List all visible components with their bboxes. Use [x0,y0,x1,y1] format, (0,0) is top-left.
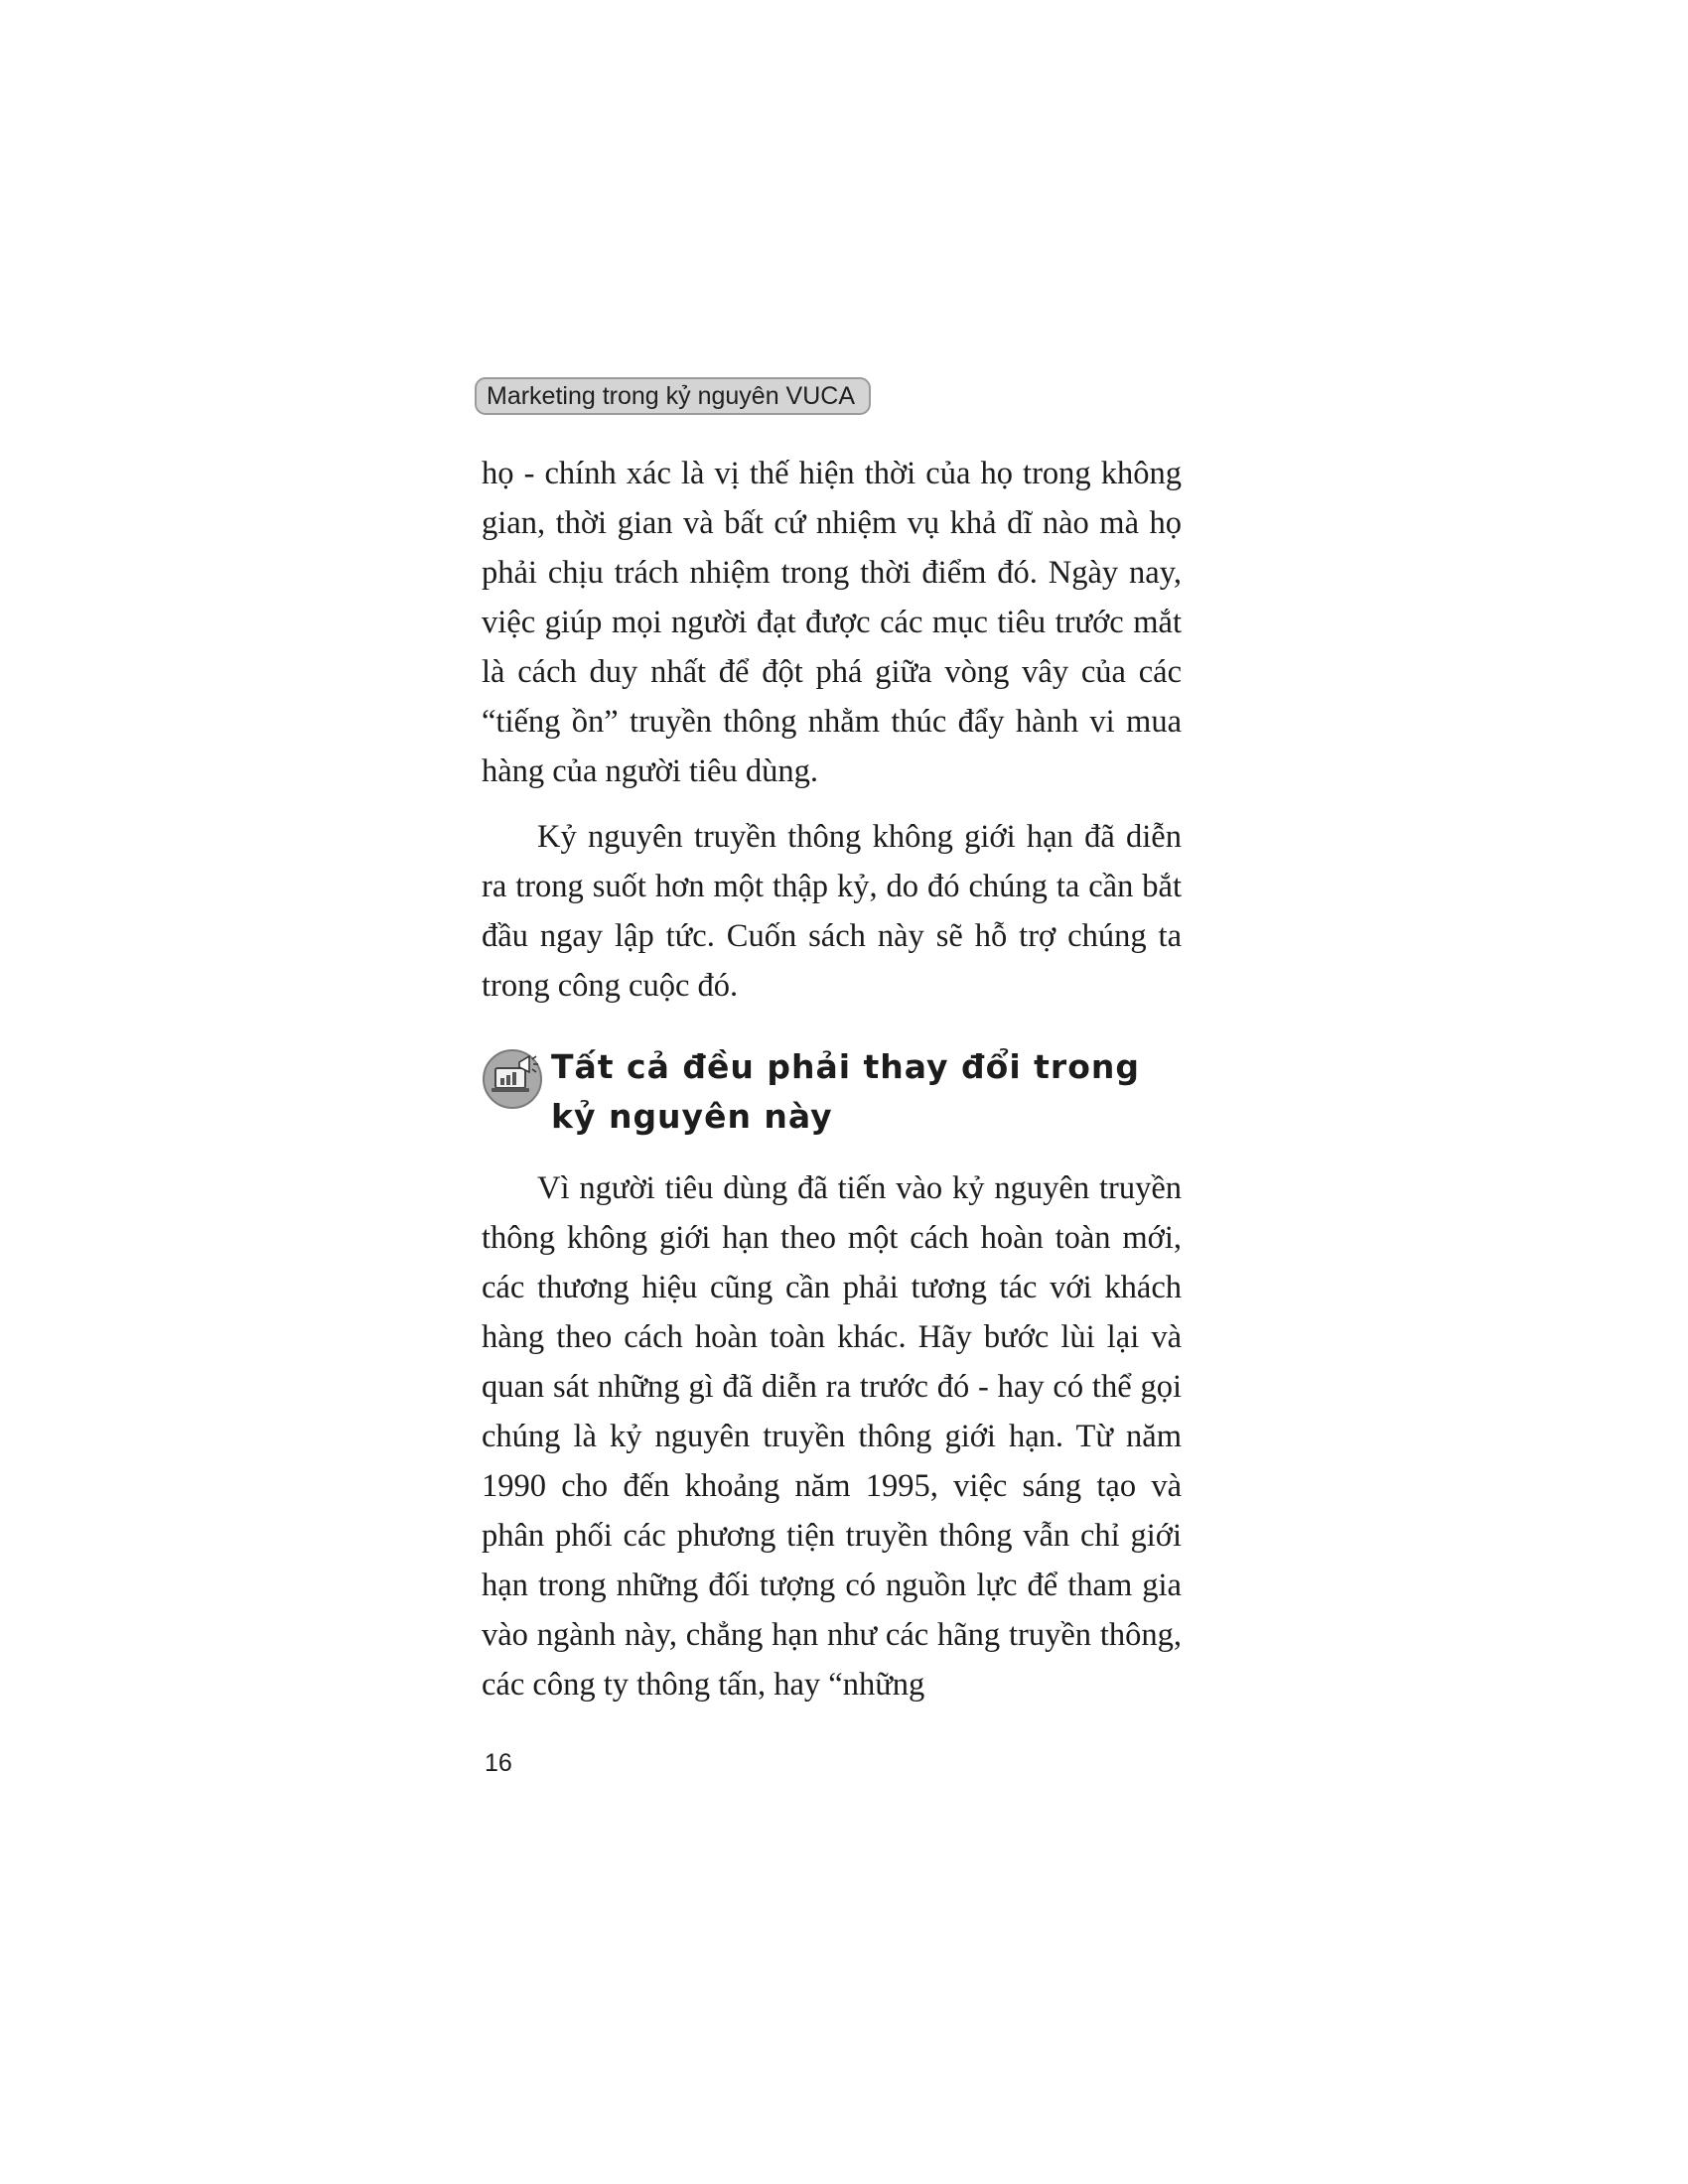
body-paragraph-3-block [482,1163,1182,1709]
body-paragraph: Vì người tiêu dùng đã tiến vào kỷ nguyên truyền thông không giới hạn theo một cách hoàn toàn mới, các thương hiệu cũng cần phải tương tác với khách hàng theo cách hoàn toàn khác. Hãy bước lùi lại và quan sát những gì đã diễn ra trước đó - hay có thể gọi chúng là kỷ nguyên truyền thông giới hạn. Từ năm 1990 cho đến khoảng năm 1995, việc sáng tạo và phân phối các phương tiện truyền thông vẫn chỉ giới hạn trong những đối tượng có nguồn lực để tham gia vào ngành này, chẳng hạn như các hãng truyền thông, các công ty thông tấn, hay “những [482,1170,1182,1703]
megaphone-laptop-icon [482,1048,543,1110]
running-header-title: Marketing trong kỷ nguyên VUCA [487,381,856,410]
section-heading-text: Tất cả đều phải thay đổi trong kỷ nguyên này [551,1047,1140,1136]
page-number: 16 [485,1749,512,1777]
body-paragraph-1-block [482,449,1182,796]
body-paragraph: họ - chính xác là vị thế hiện thời của họ trong không gian, thời gian và bất cứ nhiệm vụ khả dĩ nào mà họ phải chịu trách nhiệm trong thời điểm đó. Ngày nay, việc giúp mọi người đạt được các mục tiêu trước mắt là cách duy nhất để đột phá giữa vòng vây của các “tiếng ồn” truyền thông nhằm thúc đẩy hành vi mua hàng của người tiêu dùng. [482,456,1182,789]
running-header [475,377,871,415]
section-heading [482,1042,1196,1152]
body-paragraph: Kỷ nguyên truyền thông không giới hạn đã diễn ra trong suốt hơn một thập kỷ, do đó chúng ta cần bắt đầu ngay lập tức. Cuốn sách này sẽ hỗ trợ chúng ta trong công cuộc đó. [482,819,1182,1004]
body-paragraph-2-block [482,812,1182,1011]
